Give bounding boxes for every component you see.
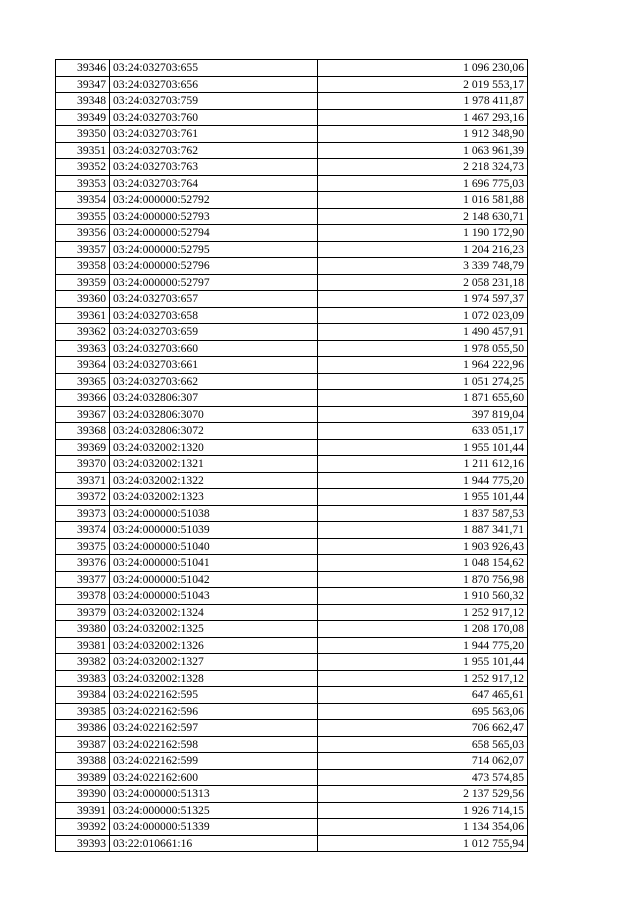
table-row xyxy=(56,538,528,555)
cadastral-value: 1 211 612,16 xyxy=(318,456,528,473)
cadastral-value: 1 955 101,44 xyxy=(318,439,528,456)
row-number: 39362 xyxy=(56,324,110,341)
cadastral-number: 03:24:032703:661 xyxy=(110,357,318,374)
cadastral-number: 03:24:000000:51038 xyxy=(110,505,318,522)
cadastral-value: 1 072 023,09 xyxy=(318,307,528,324)
table-row xyxy=(56,769,528,786)
row-number: 39360 xyxy=(56,291,110,308)
cadastral-number: 03:24:000000:52793 xyxy=(110,208,318,225)
row-number: 39382 xyxy=(56,654,110,671)
row-number: 39351 xyxy=(56,142,110,159)
cadastral-number: 03:24:022162:596 xyxy=(110,703,318,720)
row-number: 39367 xyxy=(56,406,110,423)
cadastral-number: 03:24:000000:52797 xyxy=(110,274,318,291)
cadastral-number: 03:24:032002:1324 xyxy=(110,604,318,621)
cadastral-value: 1 204 216,23 xyxy=(318,241,528,258)
cadastral-number: 03:24:000000:51339 xyxy=(110,819,318,836)
row-number: 39386 xyxy=(56,720,110,737)
row-number: 39392 xyxy=(56,819,110,836)
cadastral-number: 03:24:032703:659 xyxy=(110,324,318,341)
cadastral-value: 633 051,17 xyxy=(318,423,528,440)
table-row xyxy=(56,60,528,77)
row-number: 39390 xyxy=(56,786,110,803)
table-row xyxy=(56,588,528,605)
table-row xyxy=(56,258,528,275)
row-number: 39354 xyxy=(56,192,110,209)
cadastral-value: 1 837 587,53 xyxy=(318,505,528,522)
row-number: 39350 xyxy=(56,126,110,143)
cadastral-number: 03:24:000000:51313 xyxy=(110,786,318,803)
cadastral-value: 2 019 553,17 xyxy=(318,76,528,93)
cadastral-number: 03:22:010661:16 xyxy=(110,835,318,852)
cadastral-value: 3 339 748,79 xyxy=(318,258,528,275)
table-row xyxy=(56,571,528,588)
cadastral-value: 695 563,06 xyxy=(318,703,528,720)
row-number: 39363 xyxy=(56,340,110,357)
cadastral-number: 03:24:022162:600 xyxy=(110,769,318,786)
cadastral-number: 03:24:032806:307 xyxy=(110,390,318,407)
cadastral-value: 1 871 655,60 xyxy=(318,390,528,407)
table-row xyxy=(56,604,528,621)
row-number: 39372 xyxy=(56,489,110,506)
cadastral-number: 03:24:032703:660 xyxy=(110,340,318,357)
cadastral-value: 1 252 917,12 xyxy=(318,670,528,687)
cadastral-value: 1 978 411,87 xyxy=(318,93,528,110)
cadastral-value: 1 063 961,39 xyxy=(318,142,528,159)
cadastral-number: 03:24:032002:1320 xyxy=(110,439,318,456)
cadastral-value: 658 565,03 xyxy=(318,736,528,753)
cadastral-number: 03:24:032703:657 xyxy=(110,291,318,308)
cadastral-value: 706 662,47 xyxy=(318,720,528,737)
table-row xyxy=(56,670,528,687)
cadastral-number: 03:24:032703:762 xyxy=(110,142,318,159)
cadastral-number: 03:24:032002:1321 xyxy=(110,456,318,473)
row-number: 39366 xyxy=(56,390,110,407)
row-number: 39379 xyxy=(56,604,110,621)
cadastral-number: 03:24:032806:3070 xyxy=(110,406,318,423)
cadastral-number: 03:24:032002:1325 xyxy=(110,621,318,638)
cadastral-value: 1 012 755,94 xyxy=(318,835,528,852)
cadastral-number: 03:24:022162:599 xyxy=(110,753,318,770)
cadastral-number: 03:24:000000:51039 xyxy=(110,522,318,539)
row-number: 39352 xyxy=(56,159,110,176)
cadastral-value: 1 910 560,32 xyxy=(318,588,528,605)
row-number: 39375 xyxy=(56,538,110,555)
cadastral-number: 03:24:032703:656 xyxy=(110,76,318,93)
cadastral-value: 1 696 775,03 xyxy=(318,175,528,192)
cadastral-value: 1 490 457,91 xyxy=(318,324,528,341)
row-number: 39373 xyxy=(56,505,110,522)
row-number: 39347 xyxy=(56,76,110,93)
row-number: 39370 xyxy=(56,456,110,473)
table-row xyxy=(56,423,528,440)
cadastral-value: 1 190 172,90 xyxy=(318,225,528,242)
cadastral-number: 03:24:032703:763 xyxy=(110,159,318,176)
row-number: 39365 xyxy=(56,373,110,390)
cadastral-number: 03:24:000000:52795 xyxy=(110,241,318,258)
cadastral-value: 1 252 917,12 xyxy=(318,604,528,621)
cadastral-number: 03:24:032806:3072 xyxy=(110,423,318,440)
table-row xyxy=(56,555,528,572)
table-row xyxy=(56,835,528,852)
table-row xyxy=(56,208,528,225)
cadastral-value: 1 134 354,06 xyxy=(318,819,528,836)
table-row xyxy=(56,142,528,159)
table-row xyxy=(56,472,528,489)
cadastral-value: 1 944 775,20 xyxy=(318,472,528,489)
cadastral-value: 1 903 926,43 xyxy=(318,538,528,555)
cadastral-value: 1 467 293,16 xyxy=(318,109,528,126)
cadastral-number: 03:24:022162:595 xyxy=(110,687,318,704)
cadastral-number: 03:24:032002:1322 xyxy=(110,472,318,489)
row-number: 39393 xyxy=(56,835,110,852)
cadastral-number: 03:24:032703:655 xyxy=(110,60,318,77)
row-number: 39388 xyxy=(56,753,110,770)
table-row xyxy=(56,109,528,126)
cadastral-number: 03:24:032703:761 xyxy=(110,126,318,143)
table-row xyxy=(56,753,528,770)
row-number: 39389 xyxy=(56,769,110,786)
row-number: 39358 xyxy=(56,258,110,275)
row-number: 39380 xyxy=(56,621,110,638)
cadastral-value: 1 978 055,50 xyxy=(318,340,528,357)
table-row xyxy=(56,324,528,341)
table-row xyxy=(56,819,528,836)
cadastral-value: 1 208 170,08 xyxy=(318,621,528,638)
cadastral-value: 1 096 230,06 xyxy=(318,60,528,77)
cadastral-number: 03:24:000000:51041 xyxy=(110,555,318,572)
cadastral-value: 2 137 529,56 xyxy=(318,786,528,803)
cadastral-value: 2 148 630,71 xyxy=(318,208,528,225)
table-row xyxy=(56,373,528,390)
cadastral-value: 2 058 231,18 xyxy=(318,274,528,291)
cadastral-value: 1 955 101,44 xyxy=(318,489,528,506)
table-row xyxy=(56,159,528,176)
row-number: 39357 xyxy=(56,241,110,258)
table-row xyxy=(56,192,528,209)
table-row xyxy=(56,274,528,291)
row-number: 39374 xyxy=(56,522,110,539)
table-row xyxy=(56,505,528,522)
table-row xyxy=(56,93,528,110)
row-number: 39355 xyxy=(56,208,110,225)
cadastral-value: 473 574,85 xyxy=(318,769,528,786)
cadastral-value: 1 974 597,37 xyxy=(318,291,528,308)
row-number: 39368 xyxy=(56,423,110,440)
cadastral-value: 647 465,61 xyxy=(318,687,528,704)
table-row xyxy=(56,357,528,374)
cadastral-value: 1 887 341,71 xyxy=(318,522,528,539)
row-number: 39369 xyxy=(56,439,110,456)
table-body xyxy=(56,60,528,852)
cadastral-value: 1 964 222,96 xyxy=(318,357,528,374)
table-row xyxy=(56,291,528,308)
row-number: 39376 xyxy=(56,555,110,572)
row-number: 39348 xyxy=(56,93,110,110)
cadastral-number: 03:24:032703:662 xyxy=(110,373,318,390)
cadastral-number: 03:24:032002:1326 xyxy=(110,637,318,654)
table-row xyxy=(56,439,528,456)
table-row xyxy=(56,225,528,242)
cadastral-value: 1 944 775,20 xyxy=(318,637,528,654)
cadastral-value: 714 062,07 xyxy=(318,753,528,770)
table-row xyxy=(56,241,528,258)
cadastral-number: 03:24:032703:760 xyxy=(110,109,318,126)
row-number: 39349 xyxy=(56,109,110,126)
cadastral-number: 03:24:000000:51043 xyxy=(110,588,318,605)
cadastral-value: 1 048 154,62 xyxy=(318,555,528,572)
cadastral-number: 03:24:022162:597 xyxy=(110,720,318,737)
table-row xyxy=(56,720,528,737)
cadastral-number: 03:24:032002:1323 xyxy=(110,489,318,506)
table-row xyxy=(56,637,528,654)
table-row xyxy=(56,687,528,704)
row-number: 39385 xyxy=(56,703,110,720)
cadastral-value: 397 819,04 xyxy=(318,406,528,423)
cadastral-number: 03:24:032703:759 xyxy=(110,93,318,110)
row-number: 39371 xyxy=(56,472,110,489)
cadastral-value: 1 016 581,88 xyxy=(318,192,528,209)
row-number: 39361 xyxy=(56,307,110,324)
cadastral-number: 03:24:022162:598 xyxy=(110,736,318,753)
table-row xyxy=(56,76,528,93)
cadastral-number: 03:24:000000:51040 xyxy=(110,538,318,555)
cadastral-number: 03:24:032703:658 xyxy=(110,307,318,324)
row-number: 39359 xyxy=(56,274,110,291)
table-row xyxy=(56,802,528,819)
row-number: 39378 xyxy=(56,588,110,605)
row-number: 39353 xyxy=(56,175,110,192)
table-row xyxy=(56,703,528,720)
row-number: 39383 xyxy=(56,670,110,687)
cadastral-value: 1 051 274,25 xyxy=(318,373,528,390)
row-number: 39377 xyxy=(56,571,110,588)
cadastral-value-table xyxy=(55,59,528,852)
table-row xyxy=(56,126,528,143)
row-number: 39364 xyxy=(56,357,110,374)
table-row xyxy=(56,175,528,192)
row-number: 39346 xyxy=(56,60,110,77)
table-row xyxy=(56,522,528,539)
table-row xyxy=(56,786,528,803)
cadastral-value: 1 870 756,98 xyxy=(318,571,528,588)
cadastral-number: 03:24:032002:1328 xyxy=(110,670,318,687)
row-number: 39387 xyxy=(56,736,110,753)
table-row xyxy=(56,621,528,638)
cadastral-value: 1 912 348,90 xyxy=(318,126,528,143)
table-row xyxy=(56,736,528,753)
table-row xyxy=(56,654,528,671)
cadastral-number: 03:24:000000:52792 xyxy=(110,192,318,209)
cadastral-value: 1 955 101,44 xyxy=(318,654,528,671)
table-row xyxy=(56,390,528,407)
table-row xyxy=(56,406,528,423)
row-number: 39384 xyxy=(56,687,110,704)
cadastral-number: 03:24:000000:51042 xyxy=(110,571,318,588)
row-number: 39381 xyxy=(56,637,110,654)
cadastral-value: 1 926 714,15 xyxy=(318,802,528,819)
cadastral-number: 03:24:000000:51325 xyxy=(110,802,318,819)
table-row xyxy=(56,340,528,357)
cadastral-value: 2 218 324,73 xyxy=(318,159,528,176)
cadastral-number: 03:24:000000:52796 xyxy=(110,258,318,275)
cadastral-number: 03:24:032002:1327 xyxy=(110,654,318,671)
table-row xyxy=(56,456,528,473)
table-row xyxy=(56,489,528,506)
row-number: 39391 xyxy=(56,802,110,819)
cadastral-number: 03:24:000000:52794 xyxy=(110,225,318,242)
cadastral-number: 03:24:032703:764 xyxy=(110,175,318,192)
row-number: 39356 xyxy=(56,225,110,242)
table-row xyxy=(56,307,528,324)
